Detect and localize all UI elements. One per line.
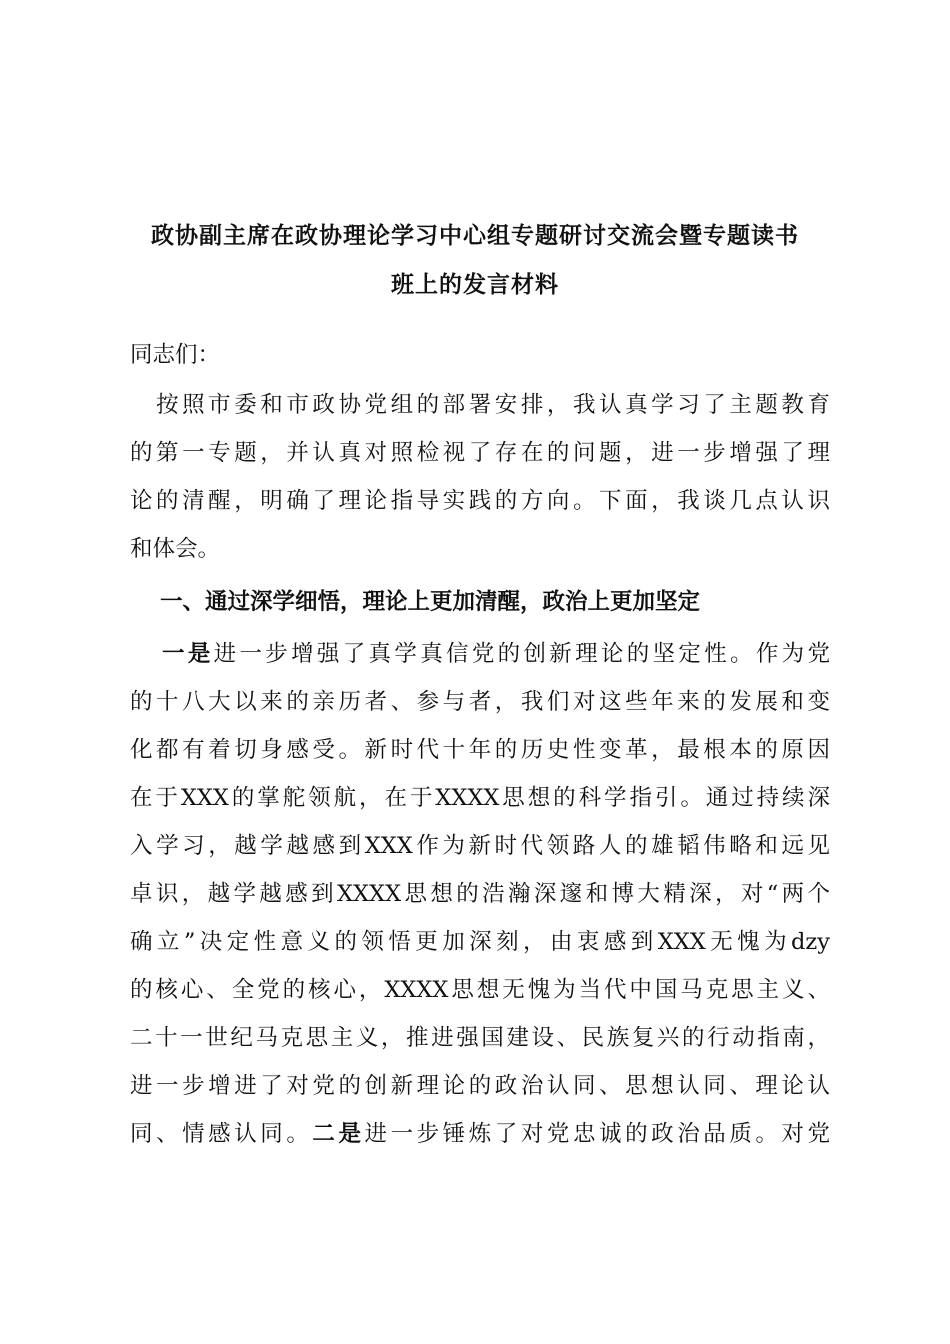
paragraph-line: 化都有着切身感受。新时代十年的历史性变革，最根本的原因 bbox=[130, 737, 830, 763]
paragraph-line: 二十一世纪马克思主义，推进强国建设、民族复兴的行动指南， bbox=[130, 1025, 830, 1051]
paragraph-line: 的核心、全党的核心，XXXX思想无愧为当代中国马克思主义、 bbox=[130, 977, 830, 1003]
paragraph-line bbox=[130, 1114, 830, 1154]
intro-line: 的第一专题，并认真对照检视了存在的问题，进一步增强了理 bbox=[130, 440, 830, 466]
paragraph-text: 进一步锤炼了对党忠诚的政治品质。对党 bbox=[364, 1121, 830, 1147]
intro-line: 和体会。 bbox=[130, 536, 221, 562]
paragraph-text: 同、情感认同。 bbox=[130, 1121, 313, 1147]
document-title-line-2: 班上的发言材料 bbox=[391, 271, 559, 298]
intro-line: 论的清醒，明确了理论指导实践的方向。下面，我谈几点认识 bbox=[130, 488, 830, 514]
paragraph-line bbox=[130, 634, 830, 674]
paragraph-line: 进一步增进了对党的创新理论的政治认同、思想认同、理论认 bbox=[130, 1073, 830, 1099]
salutation: 同志们： bbox=[130, 342, 221, 368]
paragraph-text: 进一步增强了真学真信党的创新理论的坚定性。作为党 bbox=[213, 641, 830, 667]
intro-line: 按照市委和市政协党组的部署安排，我认真学习了主题教育 bbox=[130, 392, 830, 418]
document-title-line-1: 政协副主席在政协理论学习中心组专题研讨交流会暨专题读书 bbox=[151, 222, 799, 249]
paragraph-line: 在于XXX的掌舵领航，在于XXXX思想的科学指引。通过持续深 bbox=[130, 785, 830, 811]
paragraph-line: 的十八大以来的亲历者、参与者，我们对这些年来的发展和变 bbox=[130, 689, 830, 715]
paragraph-line: 卓识，越学越感到XXXX思想的浩瀚深邃和博大精深，对“两个 bbox=[130, 881, 830, 907]
section-heading: 一、通过深学细悟，理论上更加清醒，政治上更加坚定 bbox=[160, 589, 701, 615]
paragraph-line: 入学习，越学越感到XXX作为新时代领路人的雄韬伟略和远见 bbox=[130, 833, 830, 859]
paragraph-line: 确立”决定性意义的领悟更加深刻，由衷感到XXX无愧为dzy bbox=[130, 929, 830, 955]
lead-marker: 一是 bbox=[162, 641, 214, 667]
lead-marker: 二是 bbox=[312, 1121, 365, 1147]
